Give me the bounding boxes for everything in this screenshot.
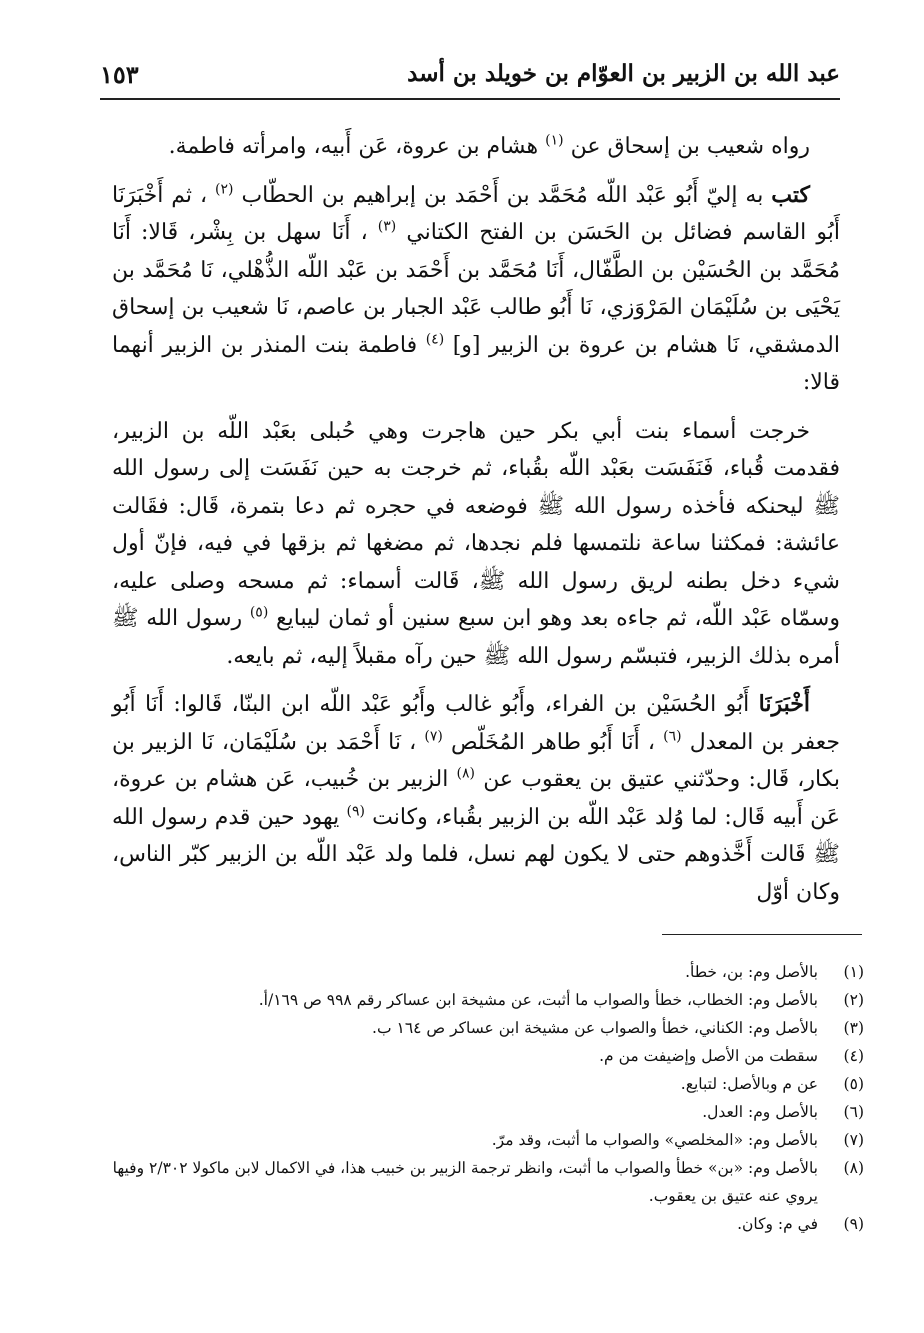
footnote-text: بالأصل وم: بن، خطأ. xyxy=(685,963,818,981)
paragraph-4 xyxy=(112,686,840,911)
footnote-text: بالأصل وم: «المخلصي» والصواب ما أثبت، وقد مرّ. xyxy=(491,1131,818,1149)
text-segment: فاطمة بنت المنذر بن الزبير أنهما قالا: xyxy=(112,332,840,395)
footnote xyxy=(112,1070,864,1098)
footnote xyxy=(112,1126,864,1154)
footnote xyxy=(112,1210,864,1238)
footnote-number: (١) xyxy=(843,963,864,981)
text-segment: هشام بن عروة، عَن أَبيه، وامرأته فاطمة. xyxy=(168,134,539,159)
footnote-text: بالأصل وم: «بن» خطأ والصواب ما أثبت، وانظر ترجمة الزبير بن خبيب هذا، في الاكمال لابن ماكولا ٢/٣٠٢ وفيها يروي عنه عتيق بن يعقوب. xyxy=(112,1159,818,1205)
footnote-text: بالأصل وم: الكناني، خطأ والصواب عن مشيخة ابن عساكر ص ١٦٤ ب. xyxy=(372,1019,818,1037)
paragraph-3 xyxy=(112,413,840,676)
text-segment: رسول الله ﷺ أمره بذلك الزبير، فتبسّم رسول الله ﷺ حين رآه مقبلاً إليه، ثم بايعه. xyxy=(112,606,840,669)
footnote-ref: (٢) xyxy=(215,181,234,198)
paragraph-lead-word: كتب xyxy=(771,181,811,208)
footnote-text: في م: وكان. xyxy=(737,1215,818,1233)
footnote-ref: (٥) xyxy=(249,604,269,621)
footnote xyxy=(112,986,864,1014)
running-title: عبد الله بن الزبير بن العوّام بن خويلد بن أسد xyxy=(407,60,840,87)
paragraph-2 xyxy=(112,177,840,402)
footnote-text: سقطت من الأصل وإضيفت من م. xyxy=(599,1047,818,1065)
footnote-ref: (٣) xyxy=(377,218,397,235)
paragraph-1 xyxy=(112,128,840,166)
paragraph-lead-word: أَخْبَرَنَا xyxy=(758,691,810,717)
footnotes xyxy=(112,958,864,1238)
footnote-ref: (٨) xyxy=(456,765,475,782)
footnote xyxy=(112,958,864,986)
footnote xyxy=(112,1042,864,1070)
footnote xyxy=(112,1098,864,1126)
footnote xyxy=(112,1014,864,1042)
footnote-text: بالأصل وم: الخطاب، خطأ والصواب ما أثبت، عن مشيخة ابن عساكر رقم ٩٩٨ ص ١٦٩/أ. xyxy=(258,991,818,1009)
footnote-ref: (١) xyxy=(545,132,564,149)
footnote-number: (٨) xyxy=(843,1159,864,1177)
footnote-number: (٦) xyxy=(843,1103,864,1121)
main-text xyxy=(112,128,840,911)
text-segment: ، أَنَا أَبُو طاهر المُخَلّص xyxy=(450,729,655,755)
text-segment: يهود حين قدم رسول الله ﷺ قَالت أَخَّذوهم حتى لا يكون لهم نسل، فلما ولد عَبْد اللّه بن الزبير كبّر الناس، وكان أوّل xyxy=(112,804,840,905)
footnote-number: (٩) xyxy=(843,1215,864,1233)
header-divider xyxy=(100,98,840,100)
footnote-number: (٤) xyxy=(843,1047,864,1065)
text-segment: ، أَنَا سهل بن بِشْر، قَالا: أَنَا مُحَمَّد بن الحُسَيْن بن الطَّفّال، أَنَا مُحَمَّد بن أَحْمَد بن عَبْد اللّه الذُّهْلي، نَا مُحَمَّد بن يَحْيَى بن سُلَيْمَان المَرْوَزي، نَا أَبُو طالب عَبْد الجبار بن عاصم، نَا شعيب بن إسحاق الدمشقي، نَا هشام بن عروة بن الزبير [و] xyxy=(112,220,840,358)
footnote-text: بالأصل وم: العدل. xyxy=(702,1103,818,1121)
text-segment: رواه شعيب بن إسحاق عن xyxy=(570,134,810,159)
text-segment: ، ثم أَخْبَرَنَا أَبُو القاسم فضائل بن الحَسَن بن الفتح الكتاني xyxy=(112,182,840,245)
footnote-text: عن م وبالأصل: لتبايع. xyxy=(680,1075,818,1093)
page-header xyxy=(100,56,840,100)
footnote-number: (٥) xyxy=(843,1075,864,1093)
text-segment: ، نَا أَحْمَد بن سُلَيْمَان، نَا الزبير بن بكار، قَال: وحدّثني عتيق بن يعقوب عن xyxy=(112,729,840,792)
footnote-ref: (٧) xyxy=(424,728,443,745)
footnote-number: (٢) xyxy=(843,991,864,1009)
footnote-number: (٣) xyxy=(843,1019,864,1037)
page-number: ١٥٣ xyxy=(100,60,139,89)
text-segment: به إليّ أَبُو عَبْد اللّه مُحَمَّد بن أَحْمَد بن إبراهيم بن الحطّاب xyxy=(241,182,764,208)
footnote-ref: (٤) xyxy=(425,331,445,348)
footnote-ref: (٩) xyxy=(346,803,365,820)
footnote-ref: (٦) xyxy=(663,728,682,745)
text-segment: خرجت أسماء بنت أبي بكر حين هاجرت وهي حُبلى بعَبْد اللّه بن الزبير، فقدمت قُباء، فَنَفَسَت بعَبْد اللّه بقُباء، ثم خرجت به حين نَفَسَت إلى رسول الله ﷺ ليحنكه فأخذه رسول الله ﷺ فوضعه في حجره ثم دعا بتمرة، قَال: فقَالت عائشة: فمكثنا ساعة نلتمسها فلم نجدها، ثم مضغها ثم بزقها في فيه، فإنّ أول شيء دخل بطنه لريق رسول الله ﷺ، قَالت أسماء: ثم مسحه وصلى عليه، وسمّاه عَبْد اللّه، ثم جاءه بعد وهو ابن سبع سنين أو ثمان ليبايع xyxy=(112,418,840,631)
text-segment: الزبير بن خُبيب، عَن هشام بن عروة، عَن أَبيه قَال: لما وُلد عَبْد اللّه بن الزبير بقُباء، وكانت xyxy=(112,767,840,830)
text-segment: أَبُو الحُسَيْن بن الفراء، وأَبُو غالب وأَبُو عَبْد اللّه ابن البنّا، قَالوا: أَنَا أَبُو جعفر بن المعدل xyxy=(112,692,840,755)
footnote xyxy=(112,1154,864,1210)
footnote-number: (٧) xyxy=(843,1131,864,1149)
footnote-divider xyxy=(662,934,862,935)
